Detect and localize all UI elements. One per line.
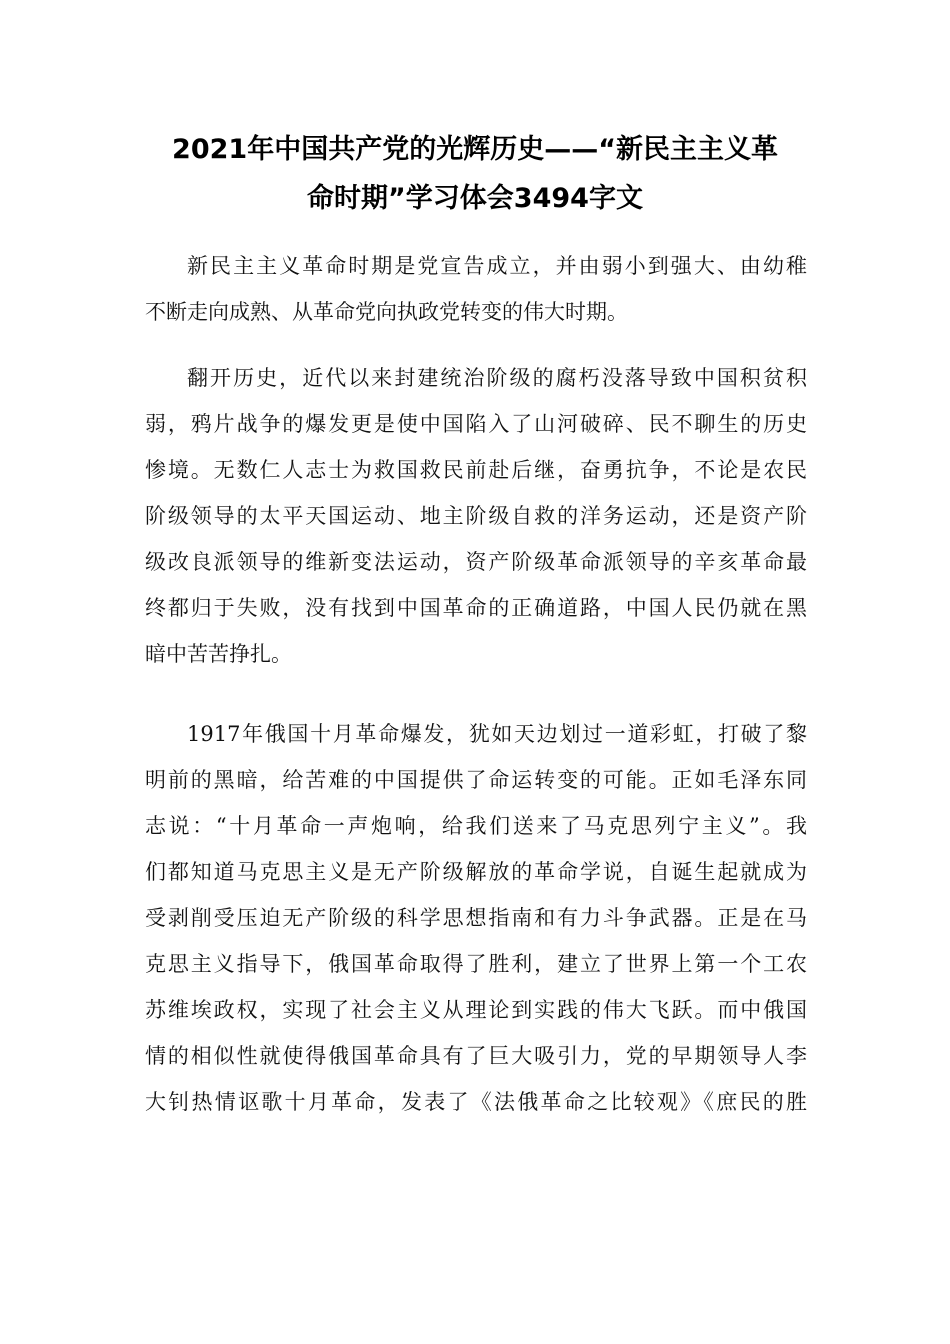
paragraph-line: 阶级领导的太平天国运动、地主阶级自救的洋务运动，还是资产阶 [145, 504, 807, 528]
paragraph-2 [145, 355, 807, 677]
paragraph-line: 终都归于失败，没有找到中国革命的正确道路，中国人民仍就在黑 [145, 596, 807, 620]
paragraph-line: 们都知道马克思主义是无产阶级解放的革命学说，自诞生起就成为 [145, 860, 807, 884]
paragraph-line: 翻开历史，近代以来封建统治阶级的腐朽没落导致中国积贫积 [187, 366, 807, 390]
paragraph-line: 克思主义指导下，俄国革命取得了胜利，建立了世界上第一个工农 [145, 952, 807, 976]
document-title [130, 125, 820, 223]
paragraph-line: 大钊热情讴歌十月革命，发表了《法俄革命之比较观》《庶民的胜 [145, 1090, 807, 1114]
paragraph-line: 明前的黑暗，给苦难的中国提供了命运转变的可能。正如毛泽东同 [145, 768, 807, 792]
paragraph-line: 级改良派领导的维新变法运动，资产阶级革命派领导的辛亥革命最 [145, 550, 807, 574]
paragraph-line: 志说：“十月革命一声炮响，给我们送来了马克思列宁主义”。我 [145, 814, 807, 838]
paragraph-line: 1917年俄国十月革命爆发，犹如天边划过一道彩虹，打破了黎 [187, 722, 807, 746]
paragraph-line: 新民主主义革命时期是党宣告成立，并由弱小到强大、由幼稚 [187, 254, 807, 278]
paragraph-line: 暗中苦苦挣扎。 [145, 642, 292, 666]
paragraph-line: 受剥削受压迫无产阶级的科学思想指南和有力斗争武器。正是在马 [145, 906, 807, 930]
title-line: 2021年中国共产党的光辉历史——“新民主主义革 [172, 134, 778, 165]
paragraph-line: 不断走向成熟、从革命党向执政党转变的伟大时期。 [145, 300, 628, 324]
paragraph-line: 弱，鸦片战争的爆发更是使中国陷入了山河破碎、民不聊生的历史 [145, 412, 807, 436]
title-line: 命时期”学习体会3494字文 [307, 183, 643, 214]
paragraph-3 [145, 711, 807, 1125]
paragraph-line: 情的相似性就使得俄国革命具有了巨大吸引力，党的早期领导人李 [145, 1044, 807, 1068]
paragraph-line: 惨境。无数仁人志士为救国救民前赴后继，奋勇抗争，不论是农民 [145, 458, 807, 482]
paragraph-1 [145, 243, 807, 335]
paragraph-line: 苏维埃政权，实现了社会主义从理论到实践的伟大飞跃。而中俄国 [145, 998, 807, 1022]
